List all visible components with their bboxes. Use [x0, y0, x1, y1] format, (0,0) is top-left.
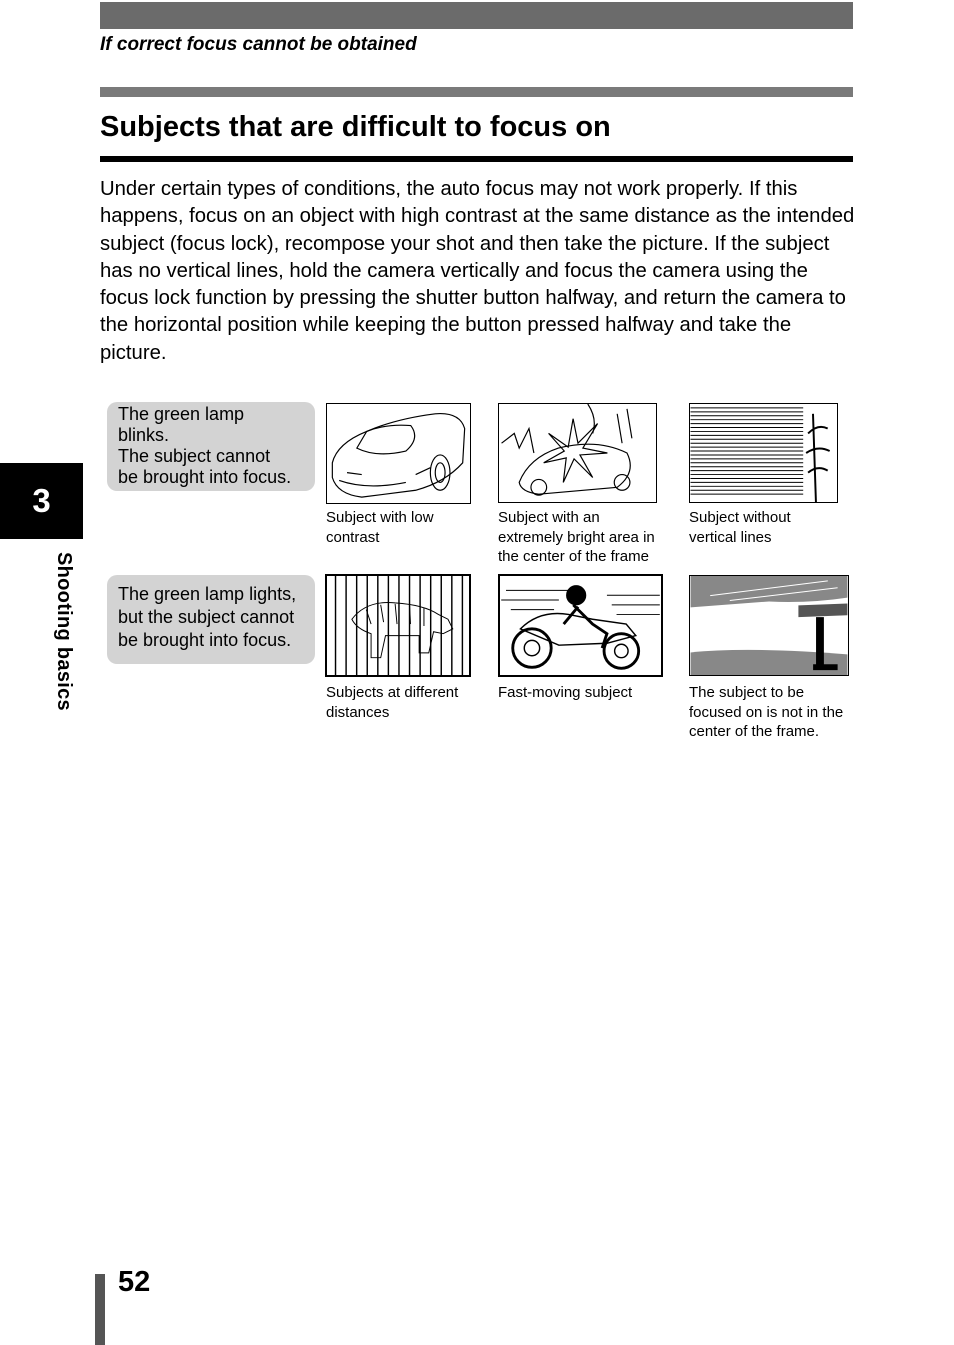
bubble-line: The subject cannot	[118, 446, 271, 466]
off-center-subject-illustration	[689, 575, 849, 676]
caption-off-center	[689, 683, 843, 742]
caption-different-distances	[326, 683, 458, 722]
bubble-line: The green lamp	[118, 404, 245, 424]
caption-line: Subjects at different	[326, 684, 459, 701]
blinds-illustration	[689, 403, 838, 503]
caption-line: extremely bright area in	[498, 528, 655, 546]
caption-line: the center of the frame	[498, 548, 649, 565]
green-lamp-lights-note	[107, 575, 315, 664]
bubble-line: blinks.	[118, 425, 170, 445]
car-illustration	[326, 403, 471, 504]
caption-line: Fast-moving subject	[498, 684, 633, 701]
caption-line: Subject with low	[326, 509, 434, 526]
caption-line: vertical lines	[689, 528, 772, 546]
title-rule	[100, 156, 853, 162]
caption-bright-area	[498, 508, 655, 567]
page-number: 52	[118, 1266, 151, 1298]
caption-line: distances	[326, 703, 390, 721]
page-number-bar	[95, 1274, 105, 1345]
caption-line: focused on is not in the	[689, 703, 844, 721]
section-title: Subjects that are difficult to focus on	[100, 111, 611, 143]
green-lamp-blinks-note	[107, 402, 315, 491]
bubble-line: but the subject cannot	[118, 607, 295, 627]
caption-line: Subject without	[689, 509, 791, 526]
intro-paragraph: Under certain types of conditions, the auto focus may not work properly. If this happens, focus on an object with high contrast at the same distance as the intended subject (focus lock), recompose your shot and then take the picture. If the subject has no vertical lines, hold the camera vertically and focus the camera using the focus lock function by pressing the shutter button halfway, and return the camera to the horizontal position while keeping the button pressed halfway and take the picture.	[100, 178, 855, 364]
bubble-line: The green lamp lights,	[118, 584, 297, 604]
caption-line: contrast	[326, 528, 380, 546]
bubble-line: be brought into focus.	[118, 467, 292, 487]
caption-line: The subject to be	[689, 684, 805, 701]
bright-car-illustration	[498, 403, 657, 503]
bubble-line: be brought into focus.	[118, 630, 292, 650]
section-divider	[100, 87, 853, 97]
chapter-label: Shooting basics	[53, 552, 75, 711]
caption-fast-moving	[498, 683, 632, 703]
tiger-behind-bars-illustration	[325, 574, 471, 677]
running-head: If correct focus cannot be obtained	[100, 34, 417, 55]
chapter-number: 3	[32, 482, 51, 519]
header-bar	[100, 2, 853, 29]
caption-line: Subject with an	[498, 509, 600, 526]
caption-line: center of the frame.	[689, 723, 820, 740]
caption-low-contrast	[326, 508, 434, 547]
motorcycle-illustration	[498, 574, 663, 677]
caption-no-vertical-lines	[689, 508, 791, 547]
